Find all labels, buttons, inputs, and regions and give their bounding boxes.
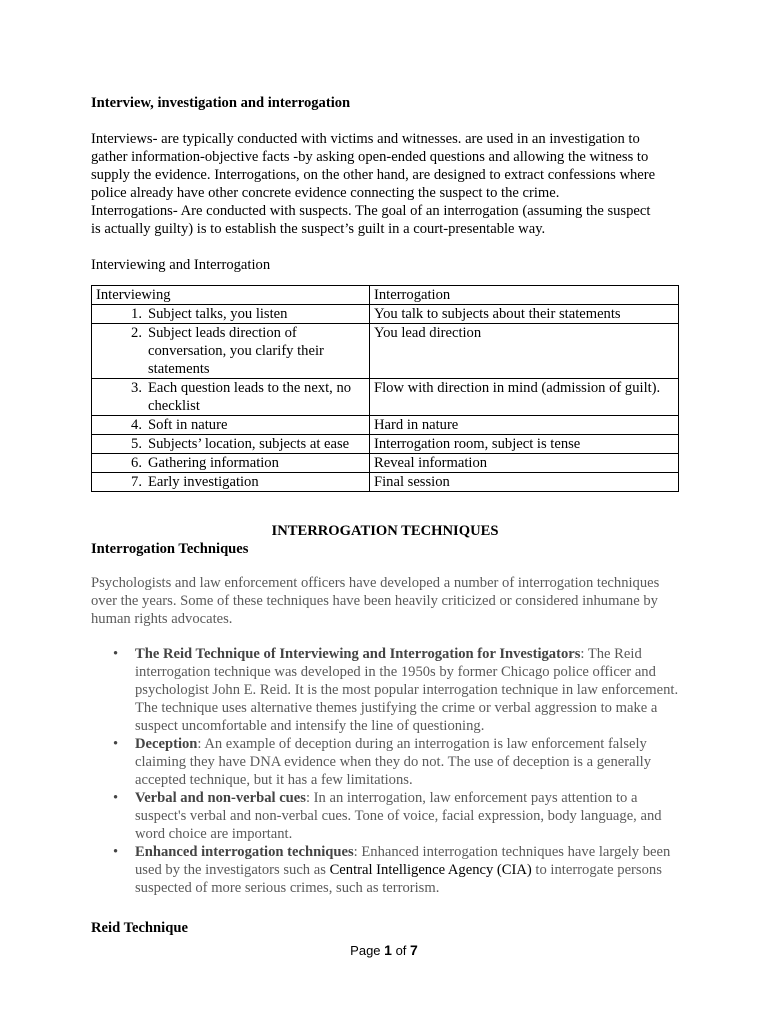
table-row: [92, 473, 679, 492]
document-title: Interview, investigation and interrogation: [91, 95, 351, 111]
reid-heading: Reid Technique: [91, 920, 188, 936]
row-number: 5.: [131, 436, 142, 452]
interrogation-cell: Flow with direction in mind (admission of guilt).: [370, 379, 679, 416]
bullet-icon: •: [113, 646, 119, 662]
section-heading: INTERROGATION TECHNIQUES: [271, 523, 499, 539]
row-number: 4.: [131, 417, 142, 433]
row-number: 6.: [131, 455, 142, 471]
intro-line: gather information-objective facts -by asking open-ended questions and allowing the witness to: [91, 149, 649, 165]
interviewing-cell: Soft in nature: [148, 417, 228, 433]
footer-prefix: Page: [350, 943, 385, 958]
row-number: 2.: [131, 325, 142, 341]
table-row: [92, 454, 679, 473]
page-content: [91, 94, 679, 937]
intro-line: is actually guilty) is to establish the suspect’s guilt in a court-presentable way.: [91, 221, 546, 237]
interviewing-cell: Early investigation: [148, 474, 259, 490]
intro-line: supply the evidence. Interrogations, on the other hand, are designed to extract confessions where: [91, 167, 656, 183]
table-header-row: [92, 286, 679, 305]
table-header-interrogation: Interrogation: [370, 286, 679, 305]
techniques-list: [91, 645, 679, 897]
technique-term: Deception: [135, 736, 198, 752]
list-item: [91, 735, 679, 789]
interviewing-cell: Subject talks, you listen: [148, 306, 288, 322]
interviewing-cell: Subject leads direction of conversation, you clarify their statements: [148, 325, 324, 377]
page-footer: [0, 942, 768, 958]
technique-text: : In an interrogation, law enforcement pays attention to a suspect's verbal and non-verbal cues. Tone of voice, facial expression, body language, and word choice are important.: [135, 790, 662, 842]
interrogation-cell: You talk to subjects about their statements: [370, 305, 679, 324]
list-item: [91, 645, 679, 735]
interviewing-cell: Each question leads to the next, no checklist: [148, 380, 352, 414]
interviewing-cell: Gathering information: [148, 455, 279, 471]
list-item: [91, 843, 679, 897]
interrogation-cell: Final session: [370, 473, 679, 492]
table-header-interviewing: Interviewing: [92, 286, 370, 305]
footer-of: of: [391, 943, 411, 958]
comparison-table: [91, 285, 679, 492]
technique-text: : The Reid interrogation technique was developed in the 1950s by former Chicago police officer and psychologist John E. Reid. It is the most popular interrogation technique in law enforcement. The technique uses alternative themes justifying the crime or verbal aggression to make a suspect uncomfortable and intensify the line of questioning.: [135, 646, 679, 734]
interrogation-cell: Interrogation room, subject is tense: [370, 435, 679, 454]
bullet-icon: •: [113, 844, 119, 860]
intro-line: Interrogations- Are conducted with suspects. The goal of an interrogation (assuming the suspect: [91, 203, 651, 219]
technique-term: The Reid Technique of Interviewing and Interrogation for Investigators: [135, 646, 581, 662]
table-row: [92, 324, 679, 379]
cia-link[interactable]: Central Intelligence Agency (CIA): [329, 862, 532, 878]
intro-line: Interviews- are typically conducted with victims and witnesses. are used in an investigation to: [91, 131, 640, 147]
table-row: [92, 379, 679, 416]
interviewing-cell: Subjects’ location, subjects at ease: [148, 436, 350, 452]
interrogation-cell: Hard in nature: [370, 416, 679, 435]
technique-term: Enhanced interrogation techniques: [135, 844, 354, 860]
interrogation-cell: You lead direction: [370, 324, 679, 379]
technique-term: Verbal and non-verbal cues: [135, 790, 306, 806]
intro-line: police already have other concrete evidence connecting the suspect to the crime.: [91, 185, 560, 201]
intro-paragraph: [91, 130, 679, 238]
row-number: 1.: [131, 306, 142, 322]
footer-current-page: 1: [384, 942, 392, 958]
bullet-icon: •: [113, 790, 119, 806]
row-number: 7.: [131, 474, 142, 490]
row-number: 3.: [131, 380, 142, 396]
table-row: [92, 305, 679, 324]
list-item: [91, 789, 679, 843]
techniques-intro: Psychologists and law enforcement officers have developed a number of interrogation techniques over the years. Some of these techniques have been heavily criticized or considered inhumane by human rights advocates.: [91, 575, 660, 627]
bullet-icon: •: [113, 736, 119, 752]
table-row: [92, 435, 679, 454]
technique-text: : Enhanced interrogation techniques have largely been used by the investigators such as: [135, 844, 671, 878]
table-row: [92, 416, 679, 435]
technique-text-after: to interrogate persons suspected of more serious crimes, such as terrorism.: [135, 862, 662, 896]
sub-heading: Interrogation Techniques: [91, 541, 249, 557]
footer-total-pages: 7: [410, 942, 418, 958]
interrogation-cell: Reveal information: [370, 454, 679, 473]
technique-text: : An example of deception during an interrogation is law enforcement falsely claiming they have DNA evidence when they do not. The use of deception is a generally accepted technique, but it has a few limitations.: [135, 736, 652, 788]
table-caption: Interviewing and Interrogation: [91, 257, 271, 273]
